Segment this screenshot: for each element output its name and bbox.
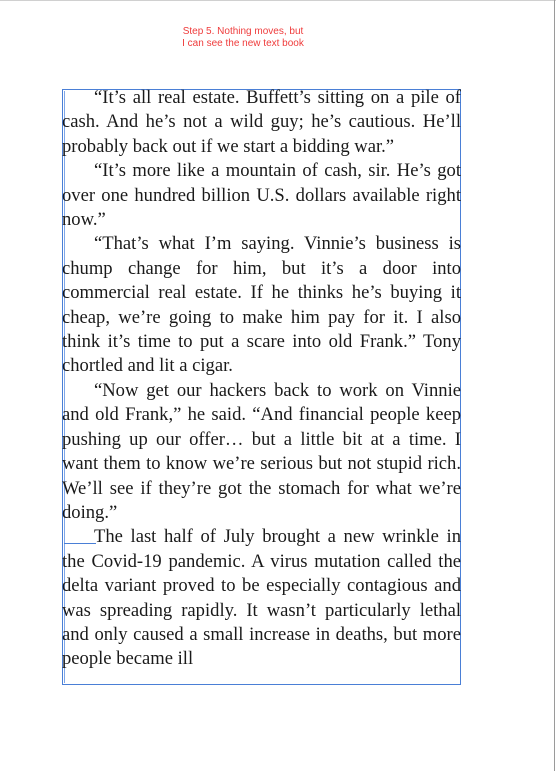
step-annotation-line-1: Step 5. Nothing moves, but — [182, 26, 304, 37]
page-top-edge — [0, 0, 556, 1]
paragraph: “Now get our hackers back to work on Vinnie and old Frank,” he said. “And financial people keep pushing up our offer… but a little bit at a time. I want them to know we’re serious but not stupid rich. We’ll see if they’re got the stomach for what we’re doing.” — [62, 379, 461, 523]
story-text[interactable] — [62, 86, 461, 672]
paragraph: “It’s all real estate. Buffett’s sitting on a pile of cash. And he’s not a wild guy; he’s cautious. He’ll probably back out if we start a bidding war.” — [62, 87, 461, 157]
paragraph: “It’s more like a mountain of cash, sir. He’s got over one hundred billion U.S. dollars available right now.” — [62, 160, 461, 231]
step-annotation — [140, 26, 346, 50]
step-annotation-line-2: I can see the new text book — [182, 38, 304, 49]
page-right-edge — [554, 0, 555, 771]
paragraph: “That’s what I’m saying. Vinnie’s business is chump change for him, but it’s a door into commercial real estate. If he thinks he’s buying it cheap, we’re going to make him pay for it. I also think it’s time to put a scare into old Frank.” Tony chortled and lit a cigar. — [62, 233, 461, 377]
paragraph: The last half of July brought a new wrinkle in the Covid-19 pandemic. A virus mutation called the delta variant proved to be especially contagious and was spreading rapidly. It wasn’t particularly lethal and only caused a small increase in deaths, but more people became ill — [62, 526, 461, 670]
